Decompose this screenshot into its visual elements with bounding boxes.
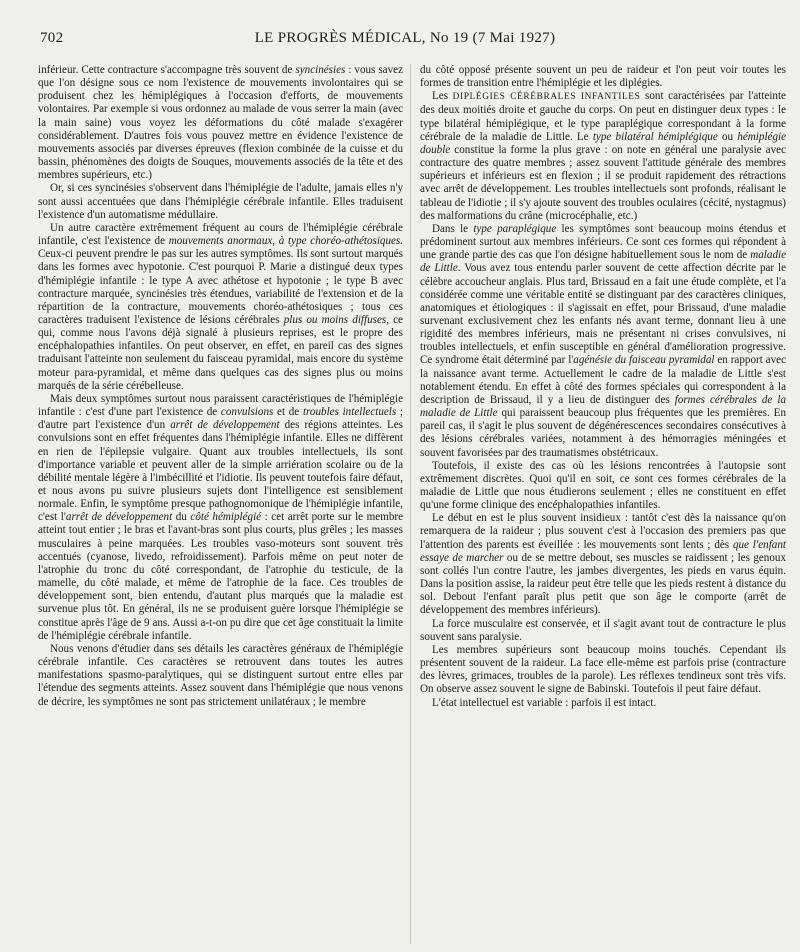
left-column: [38, 64, 403, 709]
paragraph: Toutefois, il existe des cas où les lésions rencontrées à l'autopsie sont extrêmement discrètes. Quoi qu'il en soit, ce sont ces formes cérébrales de la maladie de Little que nous étudierons seulement ; elles ne constituent en effet qu'une forme clinique des encéphalopathies infantiles.: [420, 459, 786, 512]
paragraph: Le début en est le plus souvent insidieux : tantôt c'est dès la naissance qu'on remarquera de la raideur ; plus souvent c'est à l'occasion des premiers pas que l'attention des parents est éveillée : les mouvements sont lents ; dès que l'enfant essaye de marcher ou de se mettre debout, ses muscles se raidissent ; les genoux sont collés l'un contre l'autre, les jambes divergentes, les pieds en varus équin. Dans la position assise, la raideur peut être telle que les pieds restent à distance du sol. Debout l'enfant paraît plus petit que son âge le comporte (arrêt de développement des membres inférieurs).: [420, 512, 786, 617]
paragraph: Les DIPLÉGIES CÉRÉBRALES INFANTILES sont caractérisées par l'atteinte des deux moitiés droite et gauche du corps. On peut en distinguer deux types : le type bilatéral hémiplégique, et le type paraplégique correspondant à la forme cérébrale de la maladie de Little. Le type bilatéral hémiplégique ou hémiplégie double constitue la forme la plus grave : on note en général une paralysie avec contracture des quatre membres ; assez souvent l'attitude générale des membres supérieurs et inférieurs est en flexion ; il se produit rapidement des rétractions avec arrêt de développement. Les troubles intellectuels sont profonds, réalisant le tableau de l'idiotie ; il s'y ajoute souvent des troubles oculaires (cécité, nystagmus) des malformations du crâne (microcéphalie, etc.): [420, 90, 786, 222]
paragraph: du côté opposé présente souvent un peu de raideur et l'on peut voir toutes les formes de transition entre l'hémiplégie et les diplégies.: [420, 64, 786, 90]
paragraph: Nous venons d'étudier dans ses détails les caractères généraux de l'hémiplégie cérébrale infantile. Ces caractères se retrouvent dans toutes les autres manifestations spasmo-paralytiques, qui se distinguent surtout entre elles par l'étendue des segments atteints. Assez souvent dans l'hémiplégie que nous venons de décrire, les symptômes ne sont pas strictement unilatéraux ; le membre: [38, 642, 403, 708]
paragraph: Dans le type paraplégique les symptômes sont beaucoup moins étendus et prédominent surtout aux membres inférieurs. Ce sont ces formes qui répondent à une grande partie des cas que l'on désigne habituellement sous le nom de maladie de Little. Vous avez tous entendu parler souvent de cette affection décrite par le célèbre accoucheur anglais. Plus tard, Brissaud en a fait une étude complète, et l'a considérée comme une véritable entité se distinguant par des caractères cliniques, anatomiques et étiologiques : il s'agissait en effet, pour Brissaud, d'une maladie survenant exclusivement chez les enfants nés avant terme, donnant lieu à une rigidité des membres inférieurs, mais ne présentant ni crises convulsives, ni troubles intellectuels, et enfin susceptible en général d'amélioration progressive. Ce syndrome était déterminé par l'agénésie du faisceau pyramidal en rapport avec la naissance avant terme. Actuellement le cadre de la maladie de Little s'est notablement étendu. En effet à côté des formes spéciales qui correspondent à la description de Brissaud, il y a lieu de distinguer des formes cérébrales de la maladie de Little qui paraissent beaucoup plus fréquentes que les premières. En pareil cas, il s'agit le plus souvent de dégénérescences secondaires consécutives à des lésions cérébrales variées, notamment à des hémorragies méningées et souvent favorisées par des traumatismes obstétricaux.: [420, 222, 787, 459]
paragraph: Les membres supérieurs sont beaucoup moins touchés. Cependant ils présentent souvent de la raideur. La face elle-même est parfois prise (contracture des lèvres, grimaces, troubles de la parole). Les réflexes tendineux sont très vifs. On observe assez souvent le signe de Babinski. Toutefois il peut faire défaut.: [420, 643, 786, 696]
section-heading: DIPLÉGIES CÉRÉBRALES INFANTILES: [452, 92, 641, 103]
column-divider: [410, 64, 411, 944]
paragraph: Un autre caractère extrêmement fréquent au cours de l'hémiplégie cérébrale infantile, c'est l'existence de mouvements anormaux, à type choréo-athétosiques. Ceux-ci peuvent prendre le pas sur les autres symptômes. Ils sont surtout marqués dans les formes avec hypotonie. C'est pourquoi P. Marie a distingué deux types d'hémiplégie infantile : le type A avec athétose et hypotonie ; le type B avec contracture marquée, syncinésies très étendues, variabilité de l'extension et de la répartition de la contracture, mouvements choréo-athétosiques ; tous ces caractères traduisent l'existence de lésions cérébrales plus ou moins diffuses, ce qui, comme nous l'avons déjà signalé à plusieurs reprises, est le propre des encéphalopathies infantiles. On peut observer, en effet, en pareil cas des signes traduisant l'atteinte non seulement du faisceau pyramidal, mais encore du système moteur para-pyramidal, et même dans quelques cas des signes plus ou moins marqués de la série cérébelleuse.: [38, 221, 404, 392]
running-title: LE PROGRÈS MÉDICAL, No 19 (7 Mai 1927): [254, 30, 556, 46]
page-number: 702: [40, 30, 64, 46]
paragraph: La force musculaire est conservée, et il s'agit avant tout de contracture le plus souvent sans paralysie.: [420, 617, 786, 643]
page-header: [40, 30, 770, 50]
paragraph: Or, si ces syncinésies s'observent dans l'hémiplégie de l'adulte, jamais elles n'y sont aussi accentuées que dans l'hémiplégie cérébrale infantile. Elles traduisent l'existence d'un automatisme médullaire.: [38, 182, 403, 221]
paragraph: L'état intellectuel est variable : parfois il est intact.: [432, 696, 657, 709]
paragraph: inférieur. Cette contracture s'accompagne très souvent de syncinésies : vous savez que l'on désigne sous ce nom l'existence de mouvements involontaires qui se produisent chez les hémiplégiques à l'occasion d'efforts, de mouvements volontaires. Par exemple si vous ordonnez au malade de vous serrer la main (avec la main saine) vous voyez les déformations du côté malade s'exagérer considérablement. D'autres fois vous pouvez mettre en évidence l'existence de mouvements associés par diverses épreuves (flexion combinée de la cuisse et du bassin, phénomènes des doigts de Souques, mouvements associés de la tête et des membres supérieurs, etc.): [38, 64, 403, 182]
paragraph: Mais deux symptômes surtout nous paraissent caractéristiques de l'hémiplégie infantile : c'est d'une part l'existence de convulsions et de troubles intellectuels ; d'autre part l'existence d'un arrêt de développement des régions atteintes. Les convulsions sont en effet fréquentes dans l'hémiplégie infantile. Elles ne diffèrent en rien de l'épilepsie vulgaire. Quant aux troubles intellectuels, ils sont d'importance variable et peuvent aller de la simple arriération scolaire ou de la débilité mentale légère à l'imbécillité et l'idiotie. Ils peuvent toutefois faire défaut, et nous avons pu suivre plusieurs sujets dont l'intelligence est sensiblement normale. Enfin, le symptôme presque pathognomonique de l'hémiplégie infantile, c'est l'arrêt de développement du côté hémiplégié : cet arrêt porte sur le membre atteint tout entier ; le bras et l'avant-bras sont plus courts, plus grêles ; les masses musculaires à peine marquées. Les troubles vaso-moteurs sont souvent très accentués (cyanose, livedo, refroidissement). Parfois même on peut noter de l'atrophie du tronc du côté correspondant, de l'atrophie du testicule, de la mamelle, du côté malade, et même de l'atrophie de la face. Ces troubles de développement sont, bien entendu, d'autant plus marqués que la maladie est survenue plus tôt. En général, ils ne se produisent guère lorsque l'hémiplégie se constitue après l'âge de 9 ans. Aussi a-t-on pu dire que cet âge constituait la limite de l'hémiplégie cérébrale infantile.: [38, 392, 403, 642]
right-column: [420, 64, 786, 710]
